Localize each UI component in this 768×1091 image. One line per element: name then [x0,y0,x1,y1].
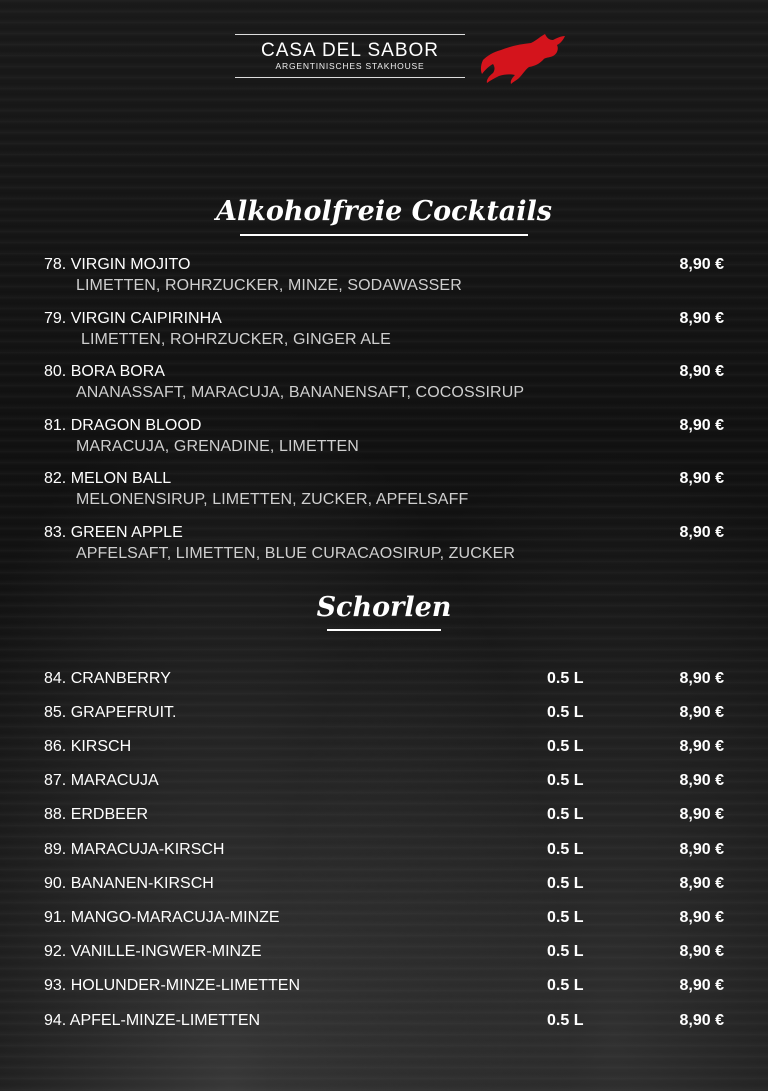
item-description: MELONENSIRUP, LIMETTEN, ZUCKER, APFELSAFF [76,491,469,508]
item-price: 8,90 € [679,841,724,858]
item-price: 8,90 € [679,909,724,926]
item-price: 8,90 € [679,417,724,434]
item-size: 0.5 L [547,772,584,789]
item-name: 86. KIRSCH [44,738,132,755]
item-price: 8,90 € [679,806,724,823]
item-name: 84. CRANBERRY [44,670,171,687]
item-name: 81. DRAGON BLOOD [44,417,202,434]
item-price: 8,90 € [679,470,724,487]
item-name: 87. MARACUJA [44,772,159,789]
item-name: 91. MANGO-MARACUJA-MINZE [44,909,280,926]
item-price: 8,90 € [679,670,724,687]
restaurant-logo [235,34,567,90]
cocktails-section-title: Alkoholfreie Cocktails [216,196,552,227]
item-name: 90. BANANEN-KIRSCH [44,875,214,892]
item-description: MARACUJA, GRENADINE, LIMETTEN [76,438,359,455]
brand-subtitle: ARGENTINISCHES STAKHOUSE [275,61,425,71]
brand-name: CASA DEL SABOR [260,40,440,61]
item-name: 93. HOLUNDER-MINZE-LIMETTEN [44,977,301,994]
logo-top-rule [235,34,465,35]
item-price: 8,90 € [679,943,724,960]
item-size: 0.5 L [547,841,584,858]
item-size: 0.5 L [547,875,584,892]
item-name: 92. VANILLE-INGWER-MINZE [44,943,262,960]
item-name: 94. APFEL-MINZE-LIMETTEN [44,1012,261,1029]
logo-text-box [235,34,465,78]
item-description: LIMETTEN, ROHRZUCKER, MINZE, SODAWASSER [76,277,462,294]
schorlen-title-underline [327,629,441,631]
item-price: 8,90 € [679,256,724,273]
item-description: APFELSAFT, LIMETTEN, BLUE CURACAOSIRUP, ZUCKER [76,545,516,562]
item-price: 8,90 € [679,704,724,721]
item-size: 0.5 L [547,738,584,755]
item-description: LIMETTEN, ROHRZUCKER, GINGER ALE [81,331,391,348]
item-price: 8,90 € [679,738,724,755]
item-price: 8,90 € [679,310,724,327]
item-size: 0.5 L [547,704,584,721]
item-name: 89. MARACUJA-KIRSCH [44,841,225,858]
schorlen-section-title: Schorlen [316,592,452,623]
item-price: 8,90 € [679,977,724,994]
item-name: 82. MELON BALL [44,470,172,487]
item-name: 88. ERDBEER [44,806,149,823]
item-name: 85. GRAPEFRUIT. [44,704,177,721]
item-size: 0.5 L [547,943,584,960]
item-size: 0.5 L [547,909,584,926]
item-price: 8,90 € [679,772,724,789]
cocktails-title-underline [240,234,528,236]
item-name: 79. VIRGIN CAIPIRINHA [44,310,222,327]
item-price: 8,90 € [679,524,724,541]
item-price: 8,90 € [679,1012,724,1029]
bull-icon [477,30,567,88]
item-size: 0.5 L [547,806,584,823]
item-name: 78. VIRGIN MOJITO [44,256,191,273]
item-price: 8,90 € [679,875,724,892]
item-size: 0.5 L [547,977,584,994]
item-name: 83. GREEN APPLE [44,524,183,541]
item-size: 0.5 L [547,1012,584,1029]
item-size: 0.5 L [547,670,584,687]
item-description: ANANASSAFT, MARACUJA, BANANENSAFT, COCOSSIRUP [76,384,525,401]
logo-bottom-rule [235,77,465,78]
item-name: 80. BORA BORA [44,363,165,380]
item-price: 8,90 € [679,363,724,380]
